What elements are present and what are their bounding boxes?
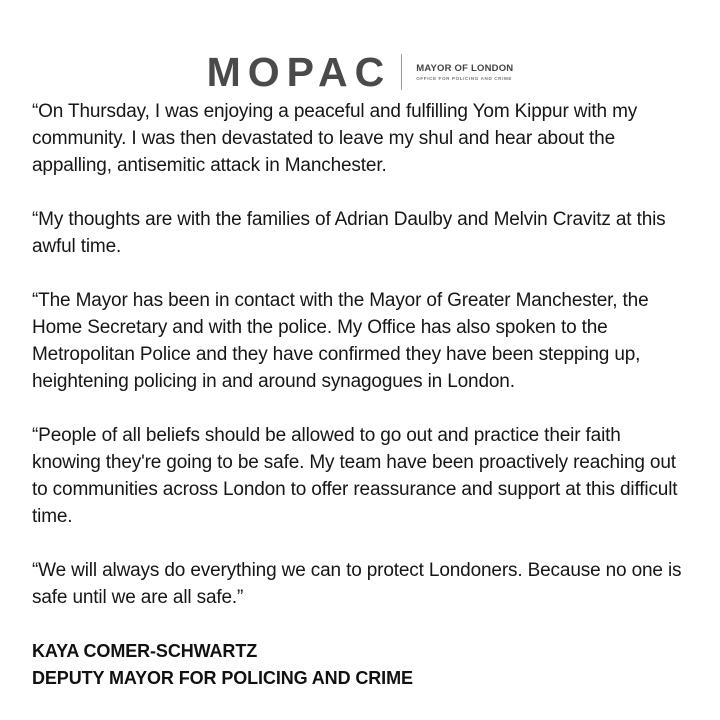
signature-title: DEPUTY MAYOR FOR POLICING AND CRIME bbox=[32, 668, 413, 688]
statement-paragraph-2: “My thoughts are with the families of Adrian Daulby and Melvin Cravitz at this awful time. bbox=[32, 209, 666, 257]
mopac-logo-wordmark: MOPAC bbox=[206, 48, 392, 95]
statement-paragraph-1: “On Thursday, I was enjoying a peaceful and fulfilling Yom Kippur with my community. I was then devastated to leave my shul and hear about the appalling, antisemitic attack in Manchester. bbox=[32, 101, 638, 176]
statement-paragraph-3: “The Mayor has been in contact with the Mayor of Greater Manchester, the Home Secretary and with the police. My Office has also spoken to the Metropolitan Police and they have confirmed they have been stepping up, heightening policing in and around synagogues in London. bbox=[32, 290, 649, 392]
signature-name: KAYA COMER-SCHWARTZ bbox=[32, 641, 258, 661]
logo-sub-top: MAYOR OF LONDON bbox=[416, 62, 514, 74]
header-logo bbox=[0, 50, 720, 94]
logo-sub-bottom: OFFICE FOR POLICING AND CRIME bbox=[416, 75, 513, 81]
statement-paragraph-5: “We will always do everything we can to protect Londoners. Because no one is safe until we are all safe.” bbox=[32, 560, 682, 608]
statement-paragraph-4: “People of all beliefs should be allowed to go out and practice their faith knowing they're going to be safe. My team have been proactively reaching out to communities across London to offer reassurance and support at this difficult time. bbox=[32, 425, 678, 527]
signature-block bbox=[32, 638, 692, 692]
statement-body bbox=[32, 98, 692, 638]
logo-divider bbox=[401, 54, 402, 90]
mayor-of-london-logo bbox=[416, 63, 513, 82]
